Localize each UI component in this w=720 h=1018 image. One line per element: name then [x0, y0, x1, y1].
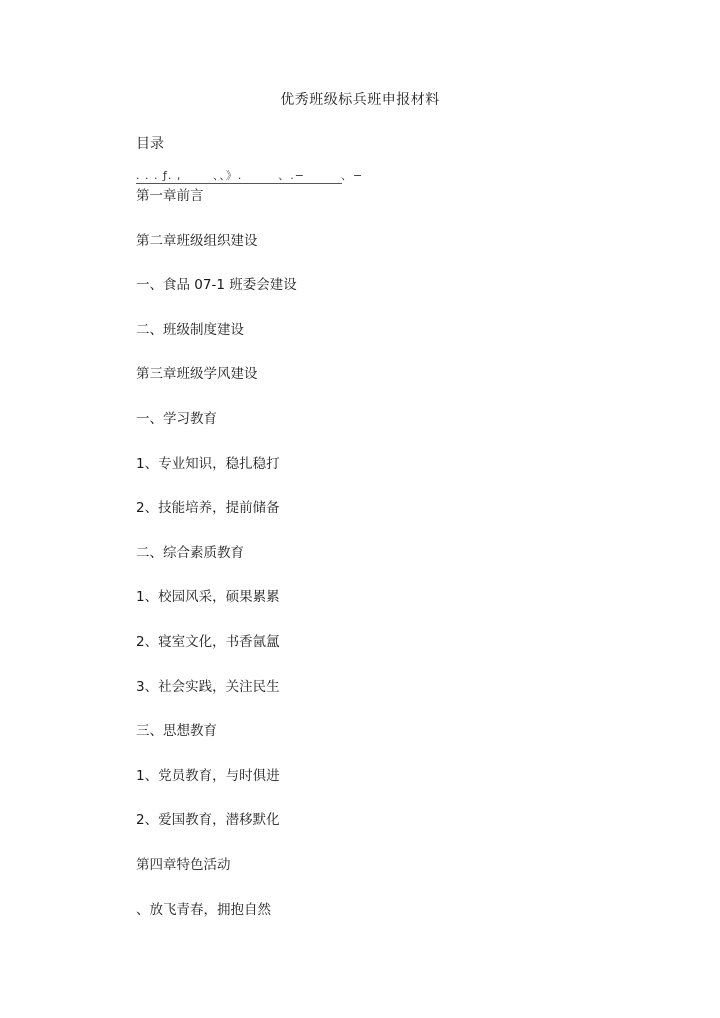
- toc-item: 1、校园风采，硕果累累: [136, 589, 280, 606]
- toc-heading: 目录: [136, 136, 164, 152]
- toc-item: 1、党员教育，与时俱进: [136, 767, 280, 784]
- toc-underline: [136, 183, 342, 184]
- toc-item: 第一章前言: [136, 188, 204, 204]
- toc-item: 2、技能培养，提前储备: [136, 500, 280, 517]
- toc-leader-artifact: . . . ƒ. , 、、》. 、.− 、−: [136, 169, 364, 182]
- toc-item: 三、思想教育: [136, 723, 217, 740]
- document-title: 优秀班级标兵班申报材料: [280, 92, 440, 108]
- toc-item: 3、社会实践，关注民生: [136, 678, 280, 695]
- toc-item: 第二章班级组织建设: [136, 232, 258, 249]
- toc-item: 一、学习教育: [136, 410, 217, 427]
- toc-item: 第四章特色活动: [136, 856, 231, 873]
- toc-item: 一、食品 07-1 班委会建设: [136, 277, 297, 294]
- toc-item: 第三章班级学风建设: [136, 366, 258, 383]
- toc-item: 二、综合素质教育: [136, 544, 244, 561]
- toc-item: 2、寝室文化，书香氤氲: [136, 633, 280, 650]
- toc-item: 、放飞青春，拥抱自然: [136, 901, 271, 918]
- toc-item: 1、专业知识，稳扎稳打: [136, 455, 280, 472]
- table-of-contents: [136, 186, 636, 944]
- toc-item: 二、班级制度建设: [136, 321, 244, 338]
- toc-item: 2、爱国教育，潜移默化: [136, 812, 280, 829]
